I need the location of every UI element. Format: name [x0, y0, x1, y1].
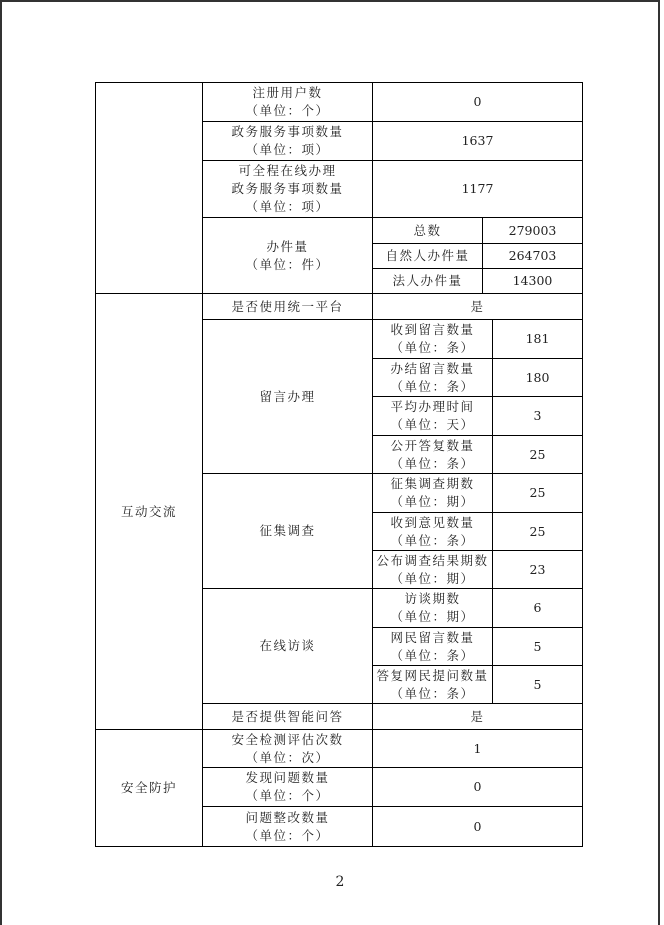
label-message-handling: 留言办理	[202, 319, 373, 474]
page-number: 2	[335, 874, 345, 890]
value-workload-total: 279003	[482, 217, 583, 244]
value-unified-platform: 是	[372, 293, 583, 320]
label-unified-platform: 是否使用统一平台	[202, 293, 373, 320]
value-workload-natural-person: 264703	[482, 243, 583, 269]
category-interaction: 互动交流	[95, 293, 203, 730]
label-service-items: 政务服务事项数量 （单位：项）	[202, 121, 373, 161]
label-survey-periods: 征集调查期数 （单位：期）	[372, 473, 493, 513]
label-opinions-received: 收到意见数量 （单位：条）	[372, 512, 493, 551]
label-online-service-items: 可全程在线办理 政务服务事项数量 （单位：项）	[202, 160, 373, 218]
value-service-items: 1637	[372, 121, 583, 161]
value-issues-fixed: 0	[372, 806, 583, 847]
value-messages-closed: 180	[492, 358, 583, 397]
value-registered-users: 0	[372, 82, 583, 122]
label-messages-received: 收到留言数量 （单位：条）	[372, 319, 493, 359]
label-public-replies: 公开答复数量 （单位：条）	[372, 435, 493, 474]
label-security-assessments: 安全检测评估次数 （单位：次）	[202, 729, 373, 768]
label-workload-natural-person: 自然人办件量	[372, 243, 483, 269]
value-smart-qa: 是	[372, 703, 583, 730]
value-issues-found: 0	[372, 767, 583, 807]
label-workload: 办件量 （单位：件）	[202, 217, 373, 294]
label-interview-periods: 访谈期数 （单位：期）	[372, 588, 493, 628]
category-security: 安全防护	[95, 729, 203, 847]
label-survey-results-published: 公布调查结果期数 （单位：期）	[372, 550, 493, 589]
label-smart-qa: 是否提供智能问答	[202, 703, 373, 730]
label-workload-legal-person: 法人办件量	[372, 268, 483, 294]
label-netizen-messages: 网民留言数量 （单位：条）	[372, 627, 493, 666]
label-average-handling-time: 平均办理时间 （单位：天）	[372, 396, 493, 436]
label-survey: 征集调查	[202, 473, 373, 589]
label-online-interview: 在线访谈	[202, 588, 373, 704]
value-online-service-items: 1177	[372, 160, 583, 218]
label-issues-fixed: 问题整改数量 （单位：个）	[202, 806, 373, 847]
label-registered-users: 注册用户数 （单位：个）	[202, 82, 373, 122]
label-issues-found: 发现问题数量 （单位：个）	[202, 767, 373, 807]
value-security-assessments: 1	[372, 729, 583, 768]
value-workload-legal-person: 14300	[482, 268, 583, 294]
value-public-replies: 25	[492, 435, 583, 474]
label-messages-closed: 办结留言数量 （单位：条）	[372, 358, 493, 397]
value-interview-periods: 6	[492, 588, 583, 628]
value-average-handling-time: 3	[492, 396, 583, 436]
value-survey-periods: 25	[492, 473, 583, 513]
label-workload-total: 总数	[372, 217, 483, 244]
category-cell-continued	[95, 82, 203, 294]
label-netizen-questions-answered: 答复网民提问数量 （单位：条）	[372, 665, 493, 704]
value-netizen-questions-answered: 5	[492, 665, 583, 704]
value-messages-received: 181	[492, 319, 583, 359]
value-netizen-messages: 5	[492, 627, 583, 666]
value-survey-results-published: 23	[492, 550, 583, 589]
value-opinions-received: 25	[492, 512, 583, 551]
